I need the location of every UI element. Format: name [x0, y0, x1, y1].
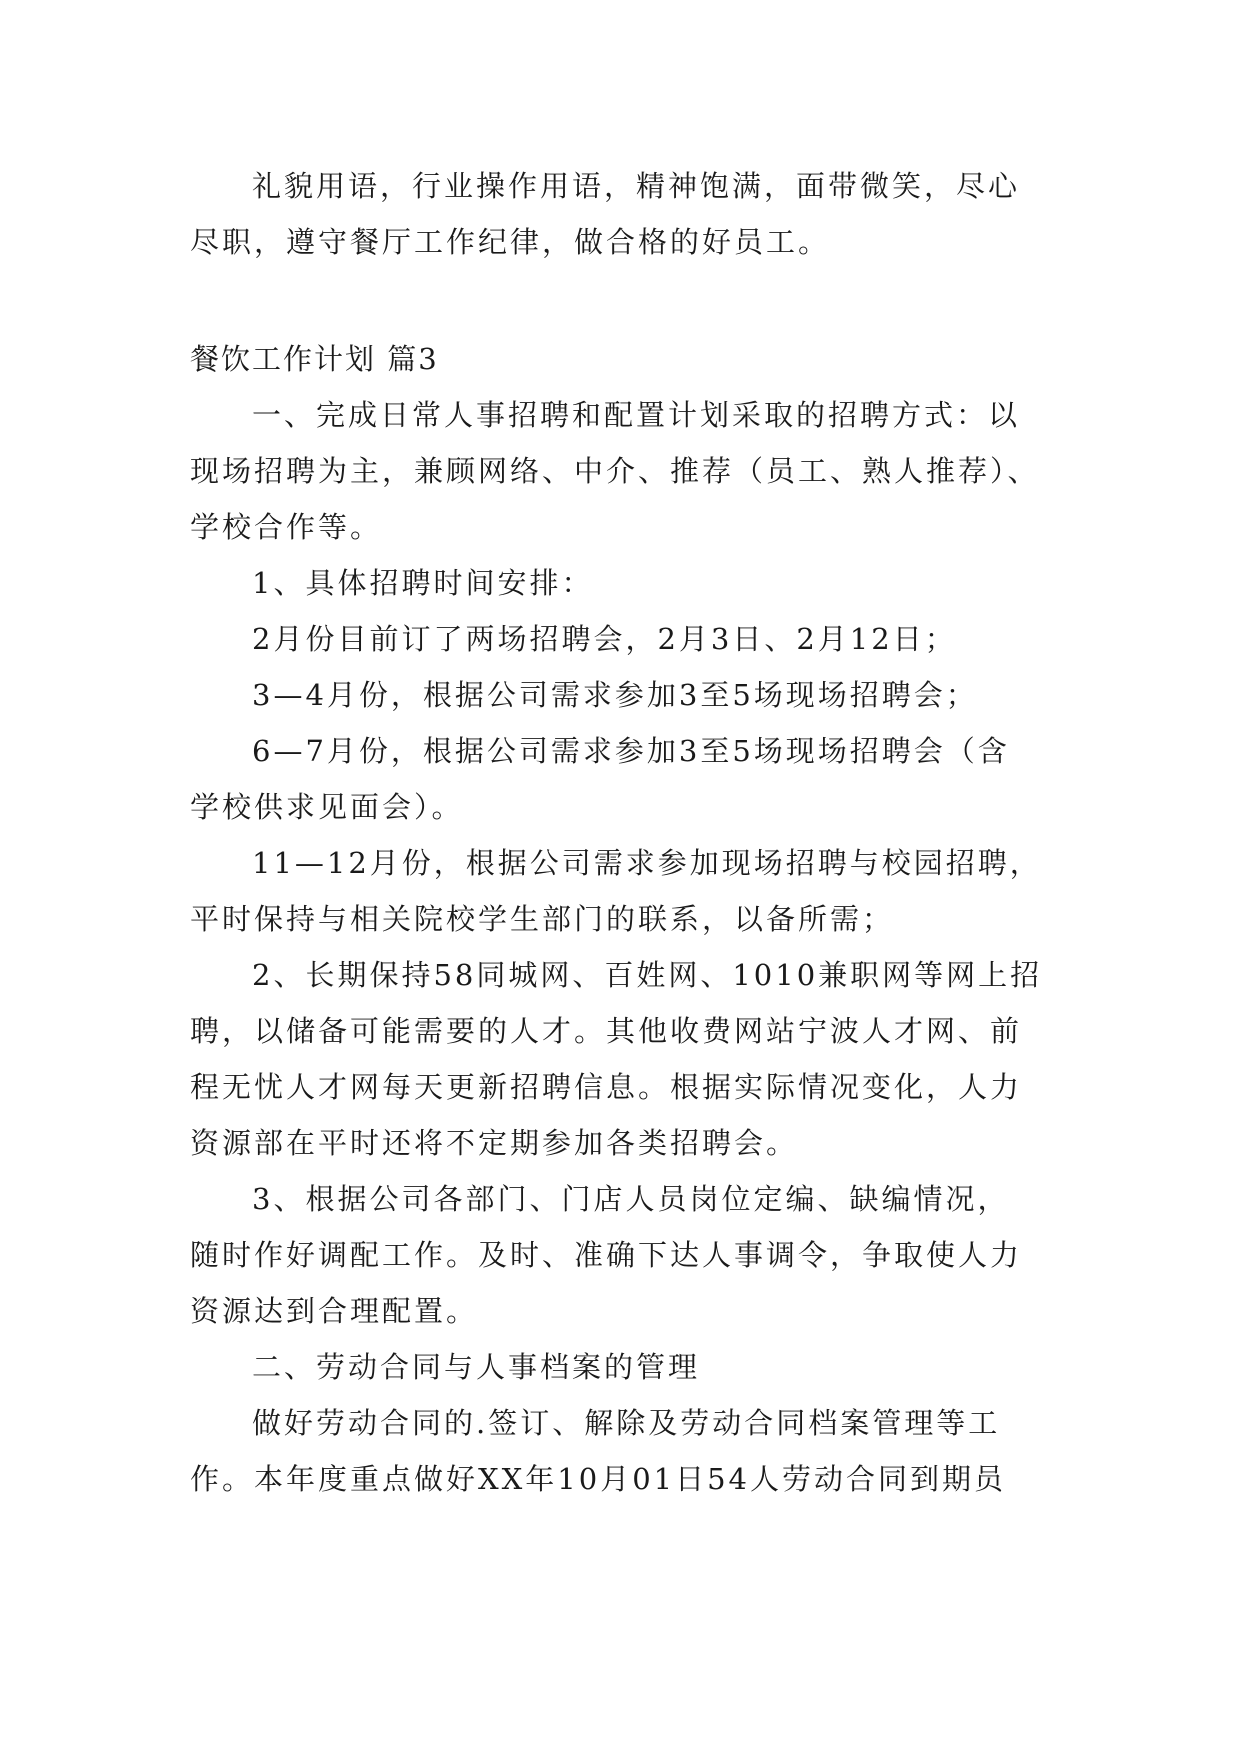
- paragraph-line: 2月份目前订了两场招聘会，2月3日、2月12日；: [252, 622, 957, 656]
- paragraph-line: 1、具体招聘时间安排：: [252, 566, 594, 600]
- paragraph-line: 学校合作等。: [190, 510, 383, 544]
- paragraph-line: 作。本年度重点做好XX年10月01日54人劳动合同到期员: [190, 1462, 1006, 1496]
- paragraph-line: 尽职，遵守餐厅工作纪律，做合格的好员工。: [190, 225, 831, 259]
- paragraph-line: 随时作好调配工作。及时、准确下达人事调令，争取使人力: [190, 1238, 1023, 1272]
- section-subheading: 二、劳动合同与人事档案的管理: [252, 1350, 701, 1384]
- paragraph-line: 3、根据公司各部门、门店人员岗位定编、缺编情况，: [252, 1182, 1010, 1216]
- paragraph-line: 做好劳动合同的.签订、解除及劳动合同档案管理等工: [252, 1406, 1001, 1440]
- paragraph-line: 6—7月份，根据公司需求参加3至5场现场招聘会（含: [252, 734, 1010, 768]
- paragraph-line: 资源达到合理配置。: [190, 1294, 479, 1328]
- section-heading: 餐饮工作计划 篇3: [190, 342, 439, 376]
- paragraph-line: 礼貌用语，行业操作用语，精神饱满，面带微笑，尽心: [252, 169, 1021, 203]
- paragraph-line: 程无忧人才网每天更新招聘信息。根据实际情况变化，人力: [190, 1070, 1023, 1104]
- paragraph-line: 聘，以储备可能需要的人才。其他收费网站宁波人才网、前: [190, 1014, 1023, 1048]
- paragraph-line: 现场招聘为主，兼顾网络、中介、推荐（员工、熟人推荐）、: [190, 454, 1040, 488]
- paragraph-line: 2、长期保持58同城网、百姓网、1010兼职网等网上招: [252, 958, 1043, 992]
- paragraph-line: 资源部在平时还将不定期参加各类招聘会。: [190, 1126, 799, 1160]
- paragraph-line: 11—12月份，根据公司需求参加现场招聘与校园招聘，: [252, 846, 1042, 880]
- paragraph-line: 一、完成日常人事招聘和配置计划采取的招聘方式：以: [252, 398, 1021, 432]
- paragraph-line: 平时保持与相关院校学生部门的联系，以备所需；: [190, 902, 895, 936]
- paragraph-line: 3—4月份，根据公司需求参加3至5场现场招聘会；: [252, 678, 978, 712]
- paragraph-line: 学校供求见面会）。: [190, 790, 464, 824]
